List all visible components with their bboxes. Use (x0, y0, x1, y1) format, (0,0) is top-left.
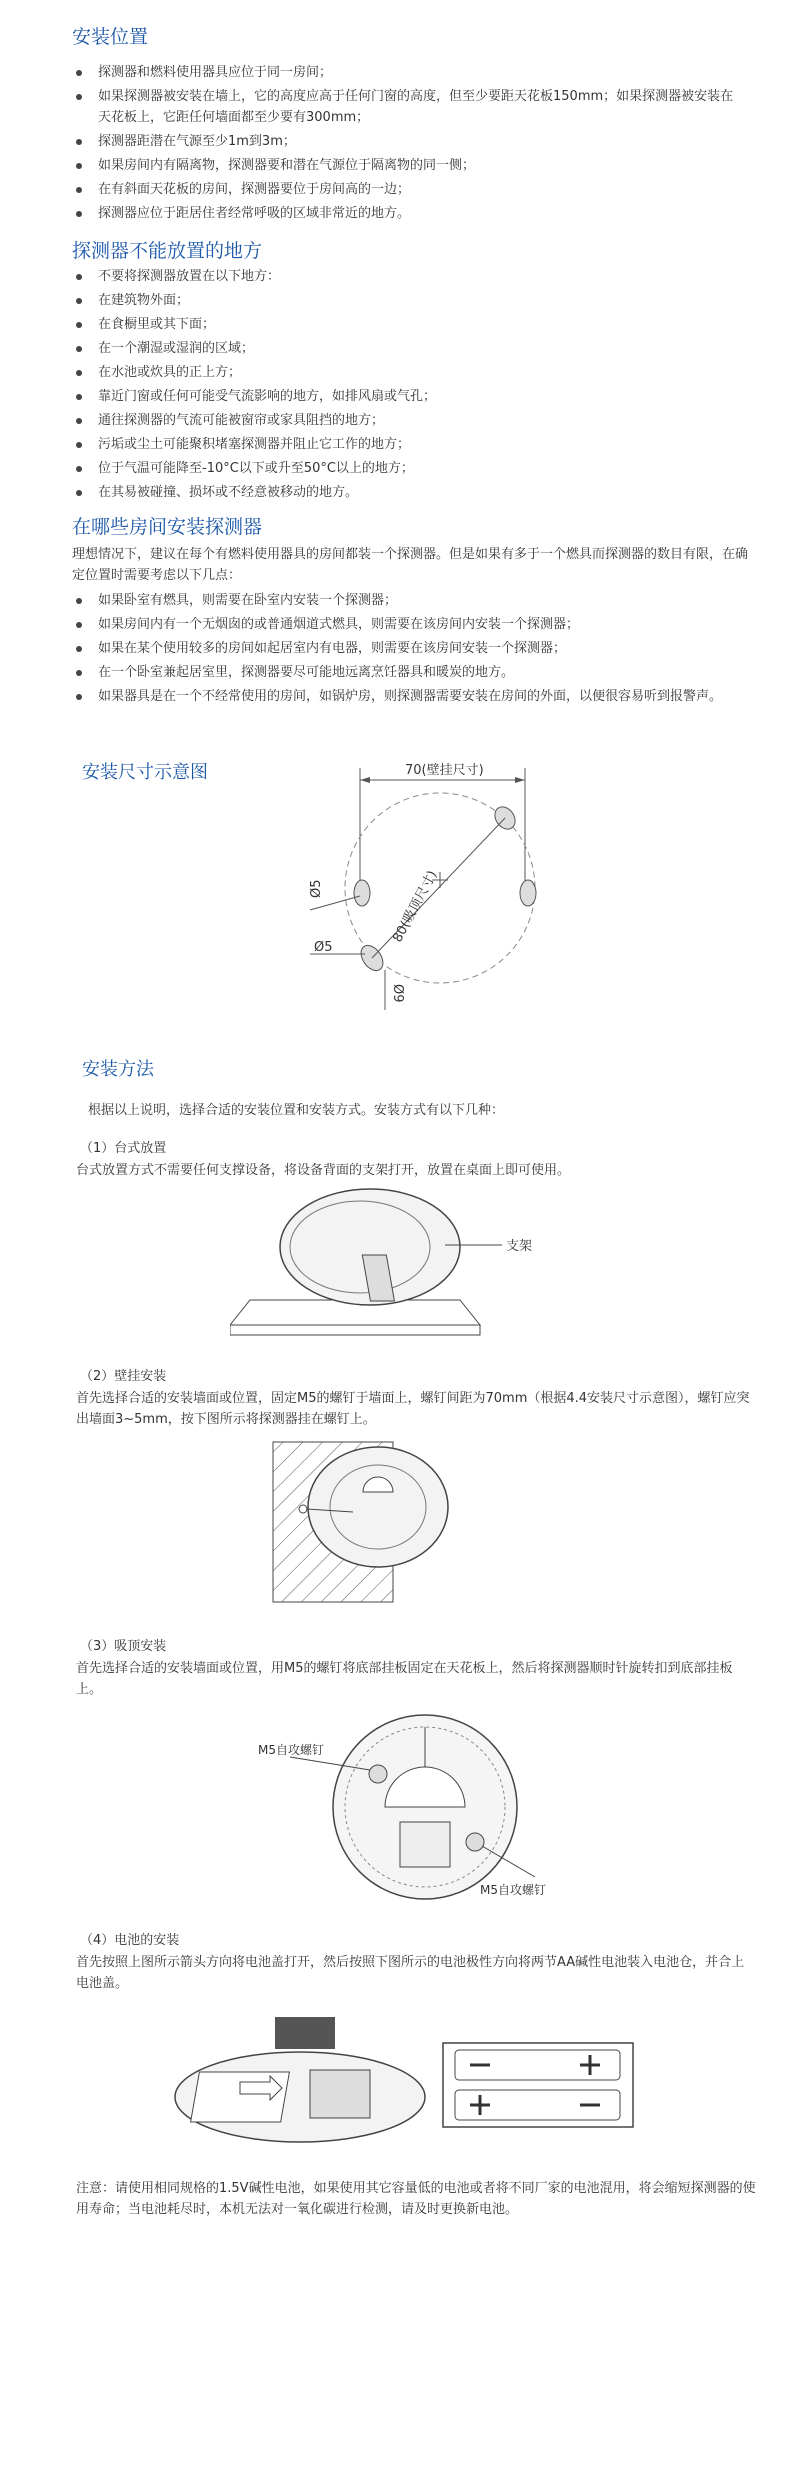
battery-cover (191, 2072, 290, 2122)
arrow-left-icon (360, 777, 370, 783)
list-item: 污垢或尘土可能聚积堵塞探测器并阻止它工作的地方； (72, 434, 742, 455)
not-place-title: 探测器不能放置的地方 (72, 240, 263, 262)
desktop-figure (230, 1185, 570, 1350)
small-hole-label: Ø9 (390, 984, 405, 1003)
list-item: 在有斜面天花板的房间，探测器要位于房间高的一边； (72, 179, 742, 200)
rooms-list (72, 590, 742, 710)
list-item: 探测器距潜在气源至少1m到3m； (72, 131, 742, 152)
battery-compartment (400, 1822, 450, 1867)
hole-label-1: Ø5 (309, 879, 324, 898)
battery-note: 注意：请使用相同规格的1.5V碱性电池，如果使用其它容量低的电池或者将不同厂家的电池混用，将会缩短探测器的使用寿命；当电池耗尽时，本机无法对一氧化碳进行检测，请及时更换新电池。 (76, 2181, 756, 2217)
list-item: 探测器和燃料使用器具应位于同一房间； (72, 62, 742, 83)
list-item: 在食橱里或其下面； (72, 314, 742, 335)
list-item: 通往探测器的气流可能被窗帘或家具阻挡的地方； (72, 410, 742, 431)
not-place-list (72, 266, 742, 506)
method-title: 安装方法 (82, 1059, 154, 1080)
dimension-diagram (300, 748, 560, 1018)
install-position-list (72, 62, 742, 227)
screw-label-left: M5自攻螺钉 (258, 1743, 324, 1757)
table-edge (230, 1325, 480, 1335)
rooms-intro: 理想情况下，建议在每个有燃料使用器具的房间都装一个探测器。但是如果有多于一个燃具而探测器的数目有限，在确定位置时需要考虑以下几点： (72, 547, 749, 583)
ceiling-figure (250, 1712, 570, 1912)
list-item: 在一个潮湿或湿润的区域； (72, 338, 742, 359)
list-item: 在其易被碰撞、损坏或不经意被移动的地方。 (72, 482, 742, 503)
battery-heading: （4）电池的安装 (80, 1933, 180, 1948)
list-item: 不要将探测器放置在以下地方： (72, 266, 742, 287)
install-position-title: 安装位置 (72, 26, 149, 48)
screw-icon (299, 1505, 307, 1513)
screw-icon (369, 1765, 387, 1783)
list-item: 如果探测器被安装在墙上，它的高度应高于任何门窗的高度，但至少要距天花板150mm；如果探测器被安装在天花板上，它距任何墙面都至少要有300mm； (72, 86, 742, 128)
width-label: 70(壁挂尺寸) (405, 763, 484, 778)
wall-text: 首先选择合适的安装墙面或位置，固定M5的螺钉于墙面上，螺钉间距为70mm（根据4.4安装尺寸示意图），螺钉应突出墙面3~5mm，按下图所示将探测器挂在螺钉上。 (76, 1391, 750, 1427)
desktop-heading: （1）台式放置 (80, 1141, 167, 1156)
diag-label: 80(吸顶尺寸) (390, 868, 441, 945)
list-item: 在水池或炊具的正上方； (72, 362, 742, 383)
hole-label-2: Ø5 (314, 940, 333, 955)
wall-figure (268, 1437, 468, 1607)
list-item: 如果房间内有隔离物，探测器要和潜在气源位于隔离物的同一侧； (72, 155, 742, 176)
keyhole-slot-left (354, 880, 370, 906)
list-item: 如果器具是在一个不经常使用的房间，如锅炉房，则探测器需要安装在房间的外面，以便很容易听到报警声。 (72, 686, 742, 707)
battery-slot (310, 2070, 370, 2118)
list-item: 在一个卧室兼起居室里，探测器要尽可能地远离烹饪器具和暖炭的地方。 (72, 662, 742, 683)
dimension-title: 安装尺寸示意图 (82, 762, 208, 783)
keyhole-slot-right (520, 880, 536, 906)
list-item: 靠近门窗或任何可能受气流影响的地方，如排风扇或气孔； (72, 386, 742, 407)
ceiling-heading: （3）吸顶安装 (80, 1639, 167, 1654)
battery-cover-figure (170, 2012, 430, 2147)
wall-heading: （2）壁挂安装 (80, 1369, 167, 1384)
stand-label: 支架 (506, 1239, 533, 1254)
list-item: 如果在某个使用较多的房间如起居室内有电器，则需要在该房间安装一个探测器； (72, 638, 742, 659)
list-item: 在建筑物外面； (72, 290, 742, 311)
screw-label-right: M5自攻螺钉 (480, 1883, 546, 1897)
method-intro: 根据以上说明，选择合适的安装位置和安装方式。安装方式有以下几种： (88, 1103, 505, 1118)
battery-polarity-figure (440, 2040, 640, 2130)
list-item: 如果房间内有一个无烟囱的或普通烟道式燃具，则需要在该房间内安装一个探测器； (72, 614, 742, 635)
list-item: 位于气温可能降至-10°C以下或升至50°C以上的地方； (72, 458, 742, 479)
screw-icon (466, 1833, 484, 1851)
ceiling-text: 首先选择合适的安装墙面或位置，用M5的螺钉将底部挂板固定在天花板上，然后将探测器顺时针旋转扣到底部挂板上。 (76, 1661, 733, 1697)
list-item: 如果卧室有燃具，则需要在卧室内安装一个探测器； (72, 590, 742, 611)
rooms-title: 在哪些房间安装探测器 (72, 516, 263, 538)
arrow-right-icon (515, 777, 525, 783)
vent-grille (275, 2017, 335, 2049)
desktop-text: 台式放置方式不需要任何支撑设备，将设备背面的支架打开，放置在桌面上即可使用。 (76, 1163, 571, 1178)
battery-text: 首先按照上图所示箭头方向将电池盖打开，然后按照下图所示的电池极性方向将两节AA碱性电池装入电池仓，并合上电池盖。 (76, 1955, 745, 1991)
list-item: 探测器应位于距居住者经常呼吸的区域非常近的地方。 (72, 203, 742, 224)
